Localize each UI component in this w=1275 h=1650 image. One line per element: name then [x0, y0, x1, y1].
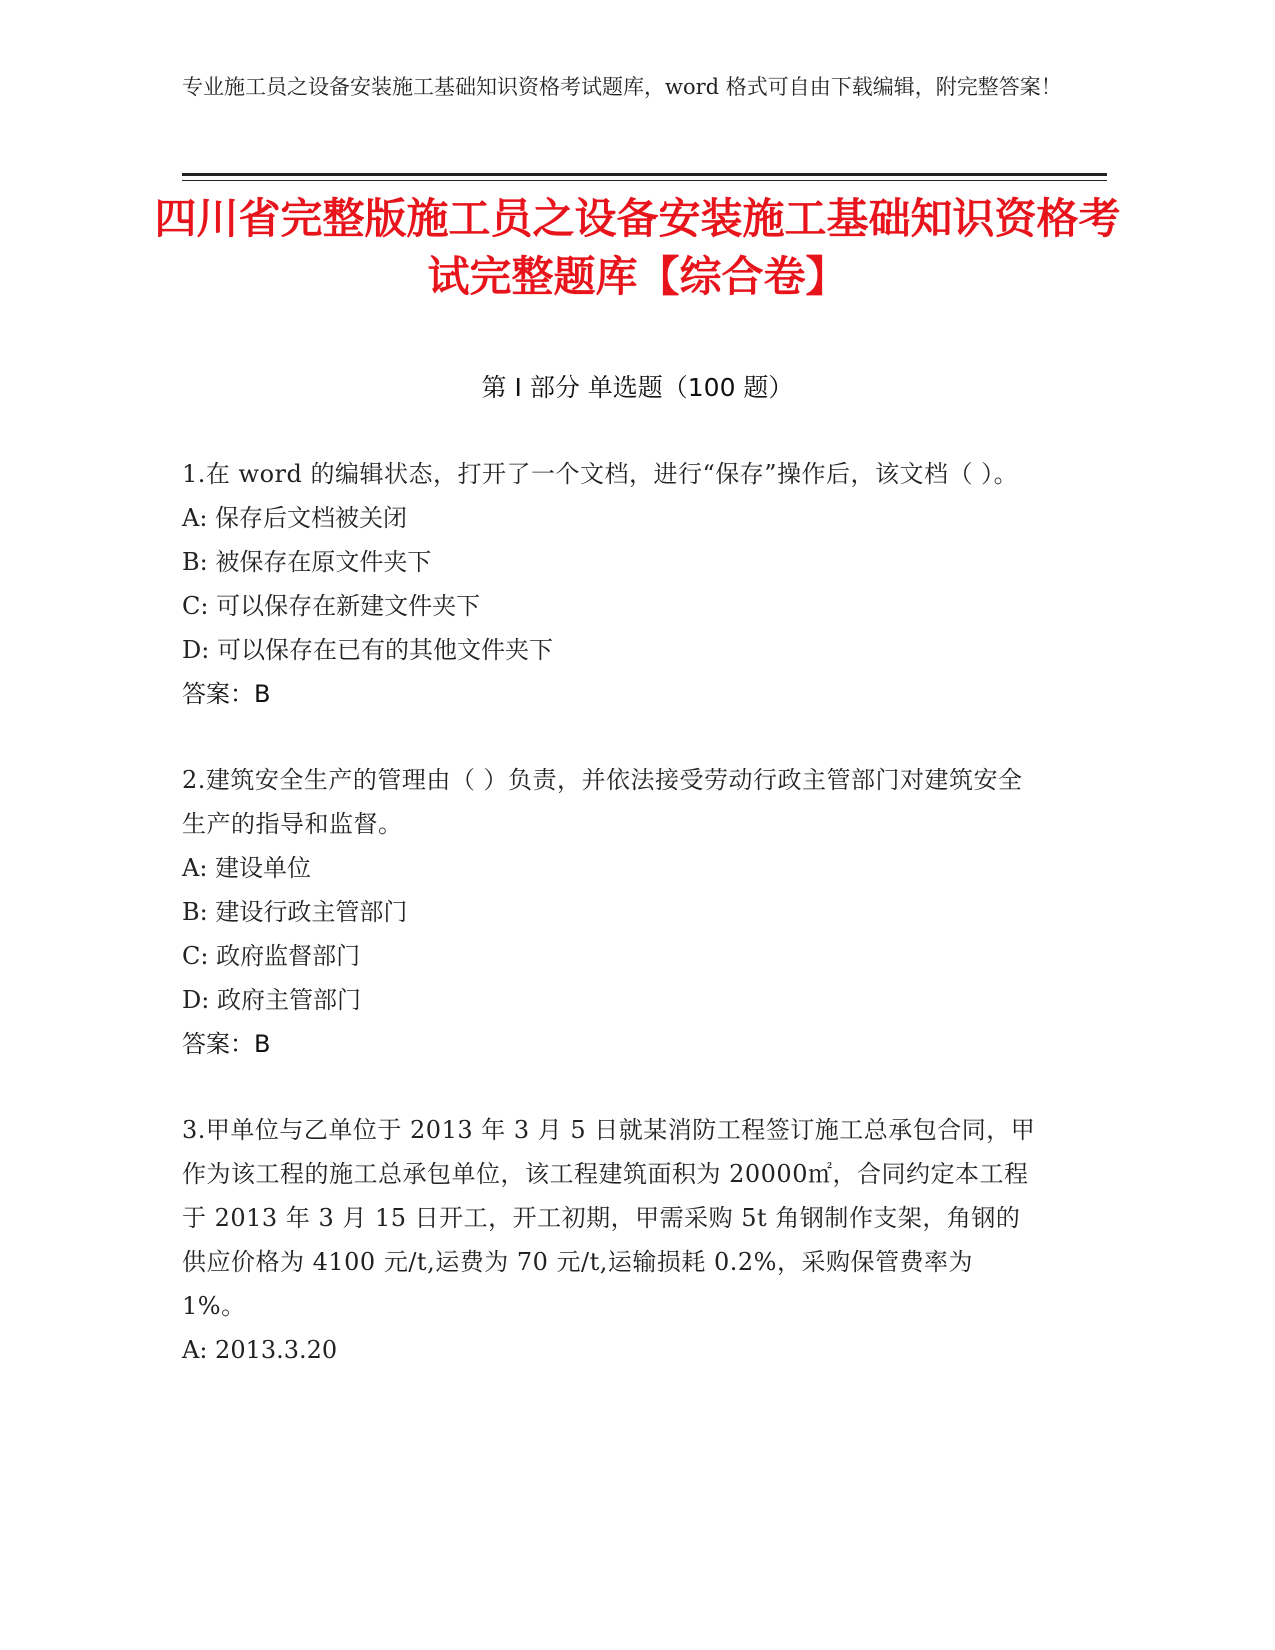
- answer: 答案：B: [182, 1030, 271, 1058]
- question-list: [182, 452, 1037, 1372]
- option-c: C: 政府监督部门: [182, 942, 361, 970]
- answer: 答案：B: [182, 680, 271, 708]
- question-1: [182, 452, 1037, 716]
- option-b: B: 被保存在原文件夹下: [182, 548, 432, 576]
- option-d: D: 政府主管部门: [182, 986, 361, 1014]
- header-divider-thin: [182, 180, 1107, 181]
- option-b: B: 建设行政主管部门: [182, 898, 408, 926]
- question-3: [182, 1108, 1037, 1372]
- section-heading: 第 I 部分 单选题（100 题）: [481, 373, 794, 402]
- option-a: A: 保存后文档被关闭: [182, 504, 408, 532]
- header-note: 专业施工员之设备安装施工基础知识资格考试题库，word 格式可自由下载编辑，附完整答案！: [182, 75, 1062, 99]
- question-stem: 2.建筑安全生产的管理由（ ）负责，并依法接受劳动行政主管部门对建筑安全生产的指导和监督。: [182, 766, 1023, 838]
- option-a: A: 建设单位: [182, 854, 312, 882]
- option-a: A: 2013.3.20: [182, 1336, 338, 1364]
- question-stem: 1.在 word 的编辑状态，打开了一个文档，进行“保存”操作后，该文档（ ）。: [182, 460, 1019, 488]
- option-c: C: 可以保存在新建文件夹下: [182, 592, 481, 620]
- header-divider-thick: [182, 173, 1107, 176]
- option-d: D: 可以保存在已有的其他文件夹下: [182, 636, 553, 664]
- question-2: [182, 758, 1037, 1066]
- document-title: 四川省完整版施工员之设备安装施工基础知识资格考试完整题库【综合卷】: [154, 194, 1121, 301]
- question-stem: 3.甲单位与乙单位于 2013 年 3 月 5 日就某消防工程签订施工总承包合同，甲作为该工程的施工总承包单位，该工程建筑面积为 20000㎡，合同约定本工程于 2013 年 3 月 15 日开工，开工初期，甲需采购 5t 角钢制作支架，角钢的供应价格为 4100 元/t,运费为 70 元/t,运输损耗 0.2%，采购保管费率为 1%。: [182, 1116, 1036, 1320]
